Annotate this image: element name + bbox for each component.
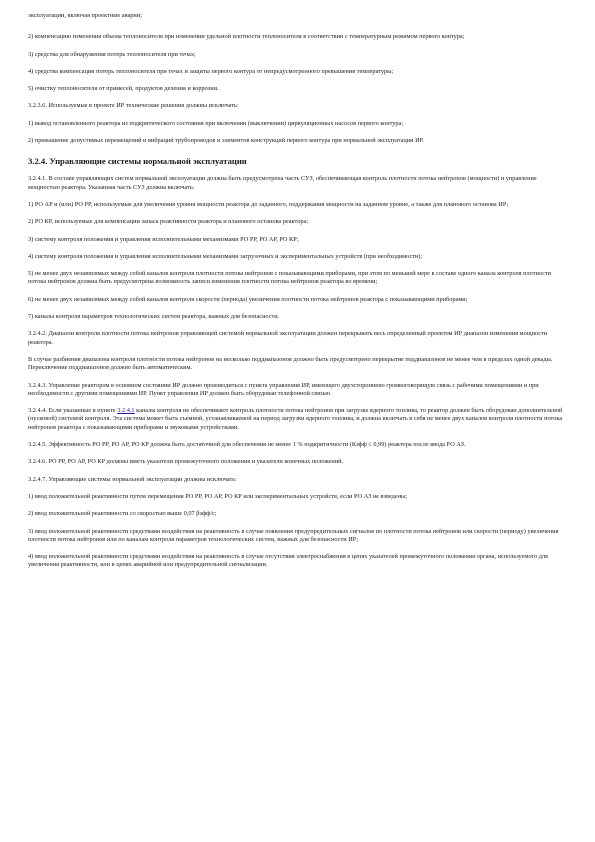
paragraph: 4) систему контроля положения и управления исполнительными механизмами загрузочных и экспериментальных устройств (при необходимости);	[28, 252, 423, 260]
paragraph: 7) каналы контроля параметров технологических систем реактора, важных для безопасности.	[28, 313, 280, 321]
paragraph: 3.2.4.2. Диапазон контроля плотности потока нейтронов управляющей системой нормальной эксплуатации должен перекрывать весь определенный проектом ИР диапазон изменения мощности реактора.	[28, 330, 548, 346]
paragraph: 3) систему контроля положения и управления исполнительными механизмами РО РР, РО АР, РО КР;	[28, 235, 299, 243]
paragraph: 2) РО КР, используемые для компенсации запаса реактивности реактора и планового останова реактора;	[28, 218, 309, 226]
paragraph: 5) очистку теплоносителя от примесей, продуктов деления и коррозии.	[28, 85, 219, 93]
paragraph: 3) ввод положительной реактивности средствами воздействия на реактивность в случае появления предупредительных сигналов по плотности потока нейтронов или скорости (периоду) увеличения плотности потока нейтронов или по каналам контроля параметров технологических систем, важных для безопасности ИР;	[28, 527, 559, 543]
document-page	[28, 8, 568, 570]
paragraph: 4) ввод положительной реактивности средствами воздействия на реактивность в случае отсутствия электроснабжения в цепях указателей промежуточного положения органа, используемого для увеличения реактивности, или в цепях аварийной или предупредительной сигнализации.	[28, 553, 548, 569]
paragraph: 1) ввод положительной реактивности путем перемещения РО РР, РО АР, РО КР или экспериментальных устройств, если РО АЗ не взведены;	[28, 492, 408, 500]
paragraph: 3.2.4.1. В составе управляющих систем нормальной эксплуатации должна быть предусмотрена часть СУЗ, обеспечивающая контроль плотности потока нейтронов (мощности) и управление мощностью реактора. Указанная часть СУЗ должна включать:	[28, 175, 537, 191]
paragraph: 2) ввод положительной реактивности со скоростью выше 0,07 βэфф/с;	[28, 510, 217, 518]
paragraph-text: 3.2.4.4. Если указанные в пункте	[28, 407, 118, 415]
paragraph: 3.2.4.6. РО РР, РО АР, РО КР должны иметь указатели промежуточного положения и указатели конечных положений.	[28, 458, 344, 466]
paragraph: 4) средства компенсации потерь теплоносителя при течах и защиты первого контура от непредусмотренного превышения температуры;	[28, 67, 394, 75]
section-link[interactable]: 3.2.4.1	[117, 407, 135, 415]
paragraph-text: каналы контроля не обеспечивают контроль плотности потока нейтронов при загрузке ядерного топлива, то реактор должен быть оборудован дополнительной (пусковой) системой контроля. Эта система может быть съемной, устанавливаемой на период загрузки ядерного топлива, и должна включать в себя не менее двух каналов контроля плотности потока нейтронов реактора с показывающими приборами и звуковыми устройствами.	[28, 407, 563, 431]
paragraph: 3.2.4.3. Управление реактором в основном состоянии ИР должно производиться с пункта управления ИР, имеющего двухстороннюю громкоговорящую связь с рабочими помещениями и при необходимости с другими помещениями ИР. Пункт управления ИР должен быть оборудован телефонной связью.	[28, 381, 539, 397]
paragraph: 3.2.3.6. Используемые в проекте ИР технические решения должны исключать:	[28, 102, 239, 110]
paragraph: 3.2.4.7. Управляющие системы нормальной эксплуатации должны исключать:	[28, 475, 237, 483]
paragraph: 1) РО АР и (или) РО РР, используемые для увеличения уровня мощности реактора до заданного, поддержания мощности на заданном уровне, а также для планового останова ИР;	[28, 200, 509, 208]
paragraph: эксплуатации, включая проектные аварии;	[28, 12, 142, 19]
paragraph: 3) средства для обнаружения потерь теплоносителя при течах;	[28, 50, 196, 58]
paragraph: 3.2.4.5. Эффективность РО РР, РО АР, РО КР должна быть достаточной для обеспечения не менее 1 % подкритичности (Кэфф ≤ 0,99) реактора после ввода РО АЗ.	[28, 441, 466, 449]
paragraph	[28, 407, 568, 432]
section-heading: 3.2.4. Управляющие системы нормальной эксплуатации	[28, 156, 247, 167]
paragraph: В случае разбиения диапазона контроля плотности потока нейтронов на несколько поддиапазонов должно быть предусмотрено перекрытие поддиапазонов не менее чем в пределах одной декады. Переключение поддиапазонов должно быть автоматическим.	[28, 355, 553, 372]
paragraph: 6) не менее двух независимых между собой каналов контроля скорости (периода) увеличения плотности потока нейтронов реактора с показывающими приборами;	[28, 295, 468, 303]
paragraph: 5) не менее двух независимых между собой каналов контроля плотности потока нейтронов с показывающими приборами, при этом по меньшей мере в составе одного канала контроля плотности потока нейтронов должна быть предусмотрена возможность записи изменения плотности потока нейтронов реактора во времени;	[28, 270, 552, 286]
paragraph: 2) превышение допустимых перемещений и вибраций трубопроводов и элементов конструкций первого контура при нормальной эксплуатации ИР.	[28, 137, 424, 145]
paragraph: 2) компенсацию изменения объема теплоносителя при изменении удельной плотности теплоносителя в соответствии с температурным режимом первого контура;	[28, 33, 465, 41]
paragraph: 1) вывод остановленного реактора из подкритического состояния при включении (выключении) циркуляционных насосов первого контура;	[28, 119, 404, 127]
